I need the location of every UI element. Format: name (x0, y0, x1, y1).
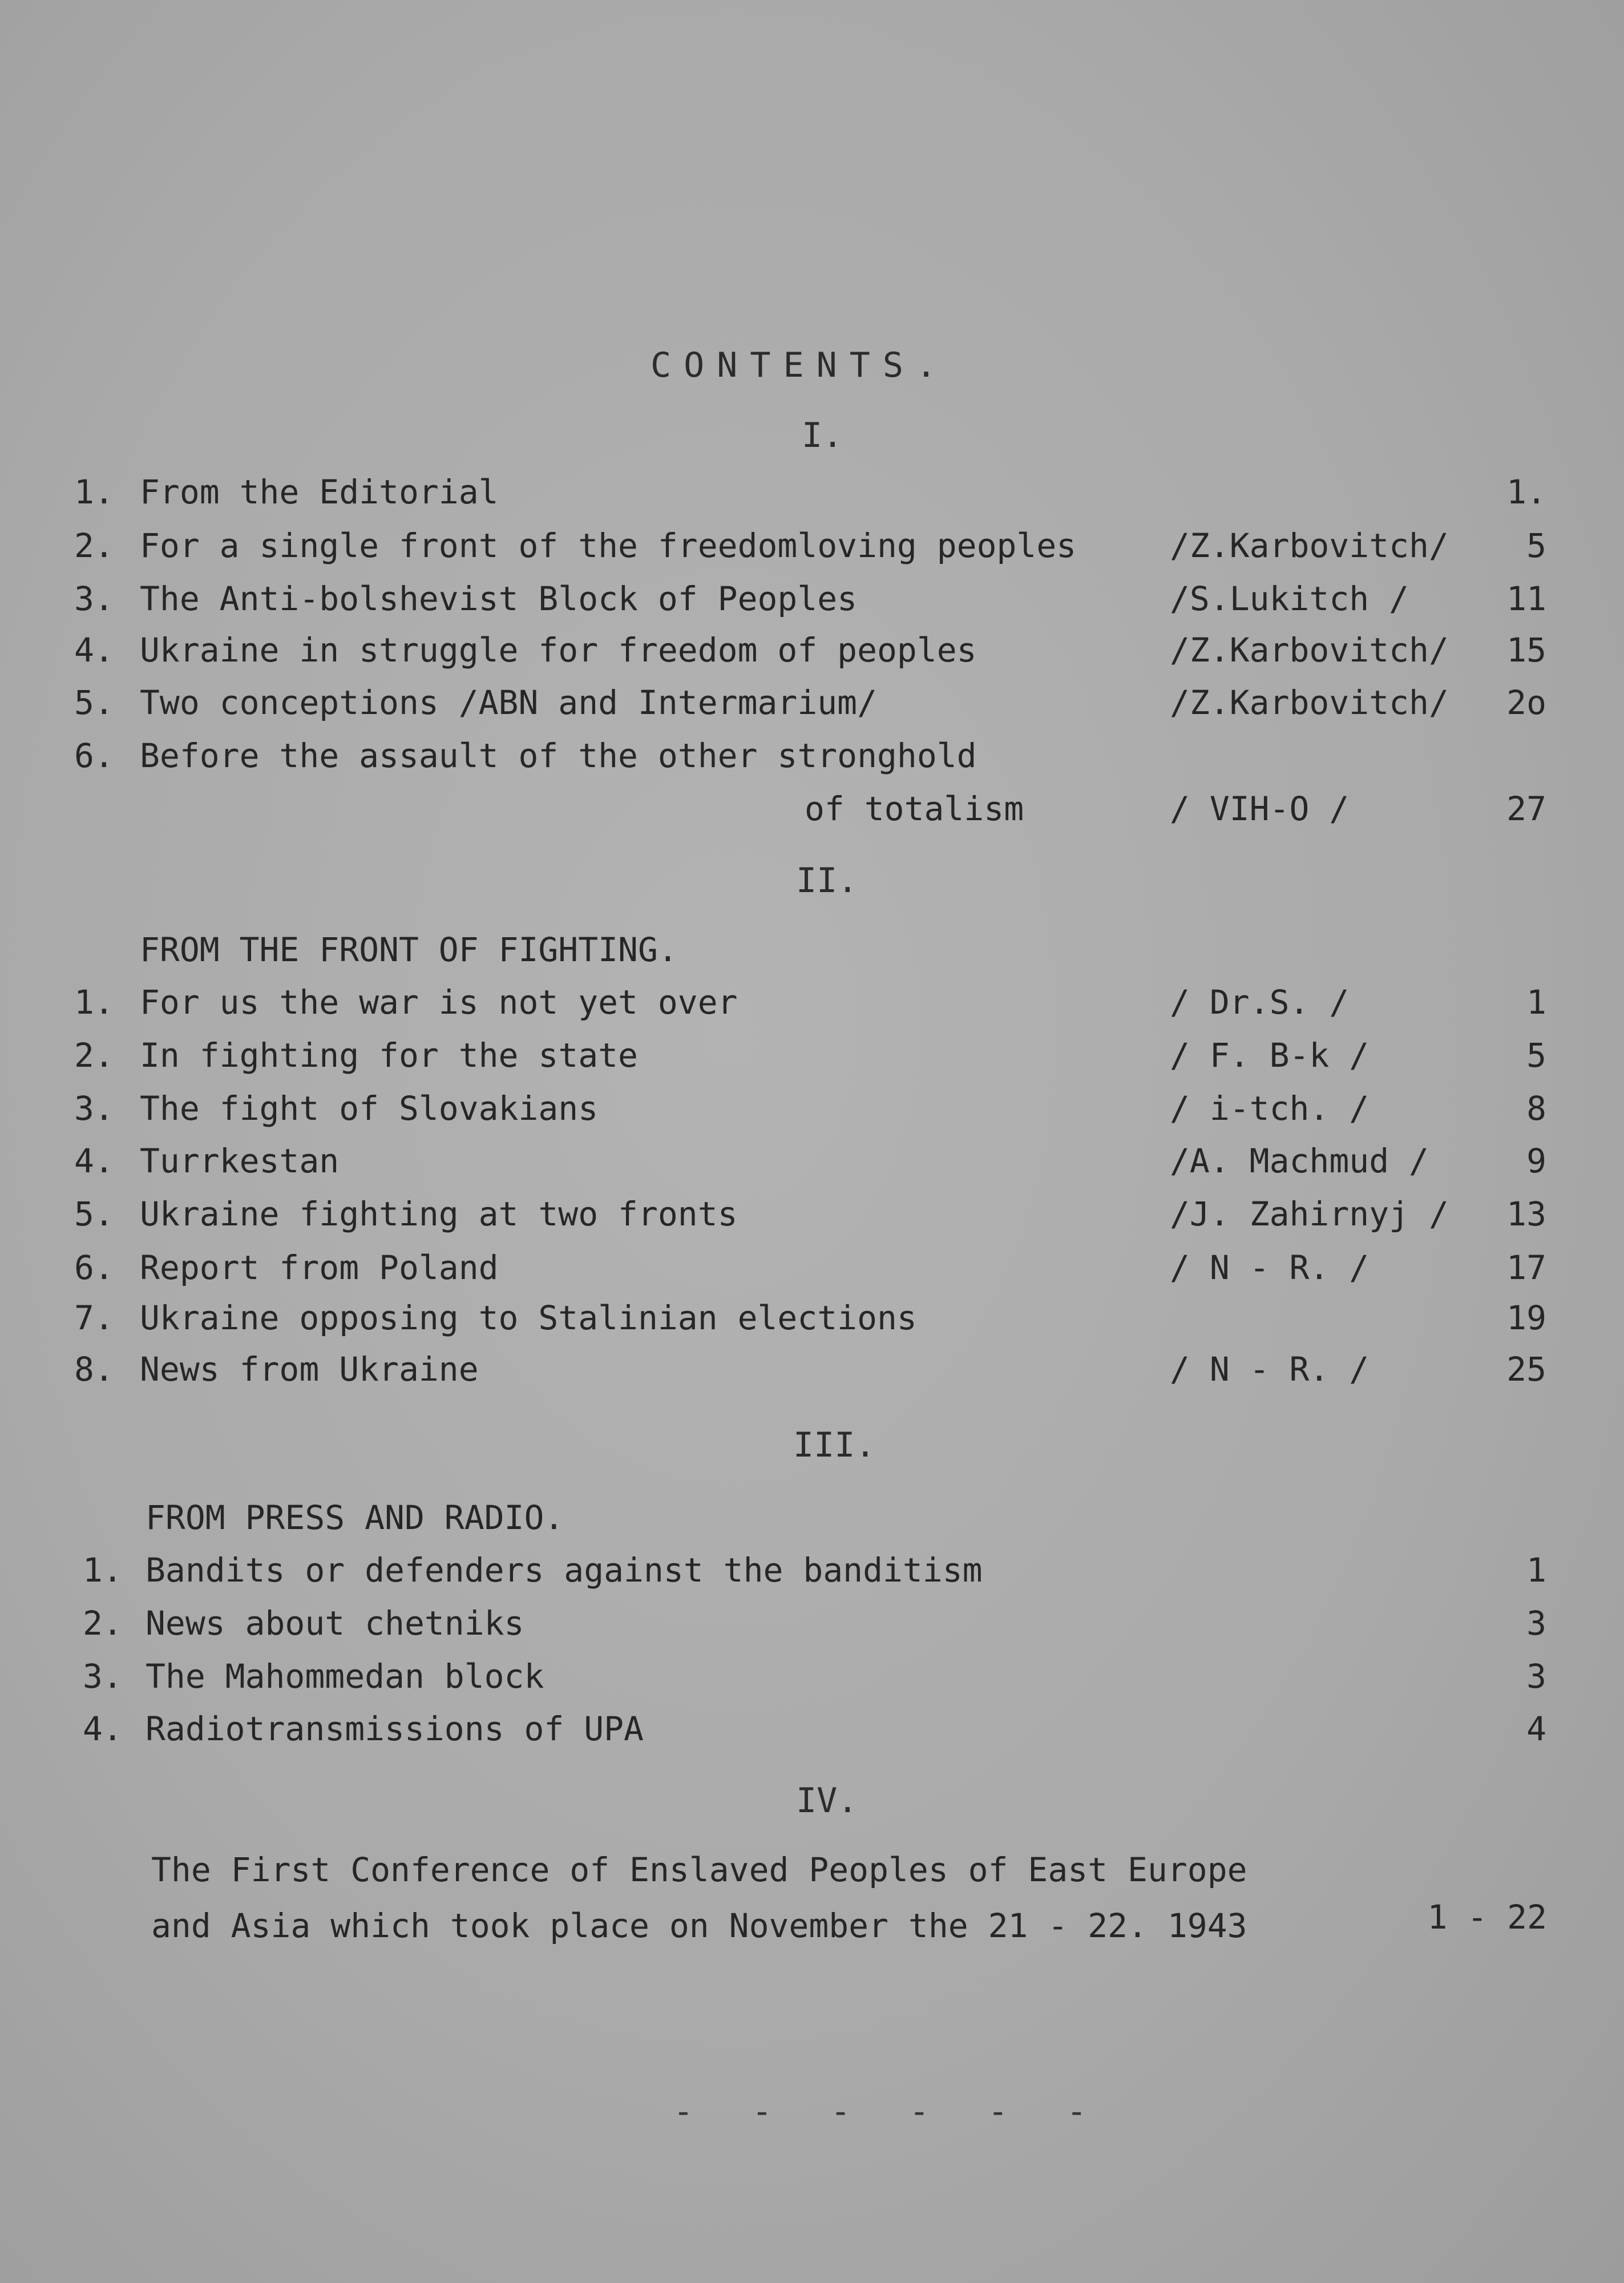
toc-title: News from Ukraine (140, 1350, 479, 1389)
toc-page: 1 (1526, 1551, 1546, 1590)
toc-row (74, 1036, 1546, 1082)
page-title: CONTENTS. (651, 345, 950, 385)
toc-row (74, 1709, 1546, 1755)
toc-row (74, 1604, 1546, 1649)
section-subheading: FROM THE FRONT OF FIGHTING. (140, 930, 678, 969)
toc-row (74, 1657, 1546, 1703)
toc-page: 3 (1526, 1604, 1546, 1643)
toc-page: 4 (1526, 1709, 1546, 1748)
toc-row (74, 579, 1546, 625)
toc-page: 13 (1506, 1195, 1546, 1233)
toc-page: 17 (1506, 1248, 1546, 1287)
toc-author: / Dr.S. / (1170, 983, 1350, 1022)
toc-number: 1. (74, 473, 114, 511)
section-heading-2: II. (796, 861, 858, 901)
toc-title: Ukraine in struggle for freedom of peoples (140, 631, 977, 669)
toc-title: News about chetniks (146, 1604, 524, 1643)
toc-title: From the Editorial (140, 473, 499, 511)
toc-title: In fighting for the state (140, 1036, 638, 1075)
toc-number: 5. (74, 1195, 114, 1233)
toc-row (74, 1350, 1546, 1395)
toc-page: 25 (1506, 1350, 1546, 1389)
toc-title: Radiotransmissions of UPA (146, 1709, 644, 1748)
toc-number: 1. (74, 983, 114, 1022)
toc-row (74, 1248, 1546, 1294)
toc-number: 3. (74, 579, 114, 618)
toc-title: The Anti-bolshevist Block of Peoples (140, 579, 858, 618)
section-heading-1: I. (802, 416, 843, 455)
toc-row (74, 736, 1546, 782)
toc-title: For us the war is not yet over (140, 983, 738, 1022)
toc-author: /J. Zahirnyj / (1170, 1195, 1449, 1233)
footer-dashes: - - - - - - (673, 2092, 1106, 2131)
toc-row (74, 683, 1546, 729)
section-paragraph-line: The First Conference of Enslaved Peoples of East Europe (151, 1850, 1247, 1889)
toc-number: 3. (74, 1089, 114, 1128)
toc-number: 6. (74, 736, 114, 775)
toc-author: /A. Machmud / (1170, 1142, 1429, 1180)
toc-author: /Z.Karbovitch/ (1170, 683, 1449, 722)
toc-number: 2. (74, 1036, 114, 1075)
toc-row (74, 1298, 1546, 1344)
toc-author: / VIH-O / (1170, 789, 1350, 828)
toc-row (74, 1142, 1546, 1187)
toc-author: / N - R. / (1170, 1350, 1370, 1389)
toc-number: 7. (74, 1298, 114, 1337)
toc-author: /S.Lukitch / (1170, 579, 1409, 618)
toc-row (74, 473, 1546, 518)
toc-title: The Mahommedan block (146, 1657, 544, 1696)
toc-title: Ukraine opposing to Stalinian elections (140, 1298, 917, 1337)
toc-title: Bandits or defenders against the banditism (146, 1551, 983, 1590)
toc-page: 5 (1526, 526, 1546, 565)
toc-number: 8. (74, 1350, 114, 1389)
toc-page: 8 (1526, 1089, 1546, 1128)
toc-row (74, 1551, 1546, 1596)
toc-row (74, 983, 1546, 1028)
toc-row (74, 526, 1546, 572)
toc-title: Before the assault of the other stronghold (140, 736, 977, 775)
toc-author: / F. B-k / (1170, 1036, 1370, 1075)
toc-page: 1. (1506, 473, 1546, 511)
toc-number: 6. (74, 1248, 114, 1287)
toc-row (74, 1089, 1546, 1135)
toc-page: 5 (1526, 1036, 1546, 1075)
toc-title: Report from Poland (140, 1248, 499, 1287)
toc-page: 9 (1526, 1142, 1546, 1180)
toc-row (74, 1195, 1546, 1240)
toc-number: 1. (83, 1551, 123, 1590)
toc-title: Turrkestan (140, 1142, 340, 1180)
toc-number: 4. (83, 1709, 123, 1748)
toc-page: 27 (1506, 789, 1546, 828)
section-heading-4: IV. (796, 1781, 858, 1821)
toc-title: The fight of Slovakians (140, 1089, 599, 1128)
toc-row-continuation (74, 789, 1546, 835)
toc-number: 2. (83, 1604, 123, 1643)
section-paragraph-line: and Asia which took place on November the 21 - 22. 1943 (151, 1906, 1247, 1945)
toc-author: / i-tch. / (1170, 1089, 1370, 1128)
section-subheading: FROM PRESS AND RADIO. (146, 1498, 564, 1537)
toc-title: For a single front of the freedomloving peoples (140, 526, 1077, 565)
toc-number: 4. (74, 1142, 114, 1180)
toc-page: 3 (1526, 1657, 1546, 1696)
toc-author: /Z.Karbovitch/ (1170, 631, 1449, 669)
toc-page: 19 (1506, 1298, 1546, 1337)
toc-number: 4. (74, 631, 114, 669)
toc-title-continuation: of totalism (805, 789, 1024, 828)
toc-number: 2. (74, 526, 114, 565)
toc-page: 1 (1526, 983, 1546, 1022)
toc-author: / N - R. / (1170, 1248, 1370, 1287)
page-range: 1 - 22 (1427, 1898, 1547, 1937)
toc-page: 2o (1506, 683, 1546, 722)
toc-author: /Z.Karbovitch/ (1170, 526, 1449, 565)
toc-number: 3. (83, 1657, 123, 1696)
toc-row (74, 631, 1546, 676)
toc-number: 5. (74, 683, 114, 722)
toc-page: 15 (1506, 631, 1546, 669)
toc-title: Two conceptions /ABN and Intermarium/ (140, 683, 878, 722)
toc-title: Ukraine fighting at two fronts (140, 1195, 738, 1233)
section-heading-3: III. (793, 1425, 876, 1465)
toc-page: 11 (1506, 579, 1546, 618)
